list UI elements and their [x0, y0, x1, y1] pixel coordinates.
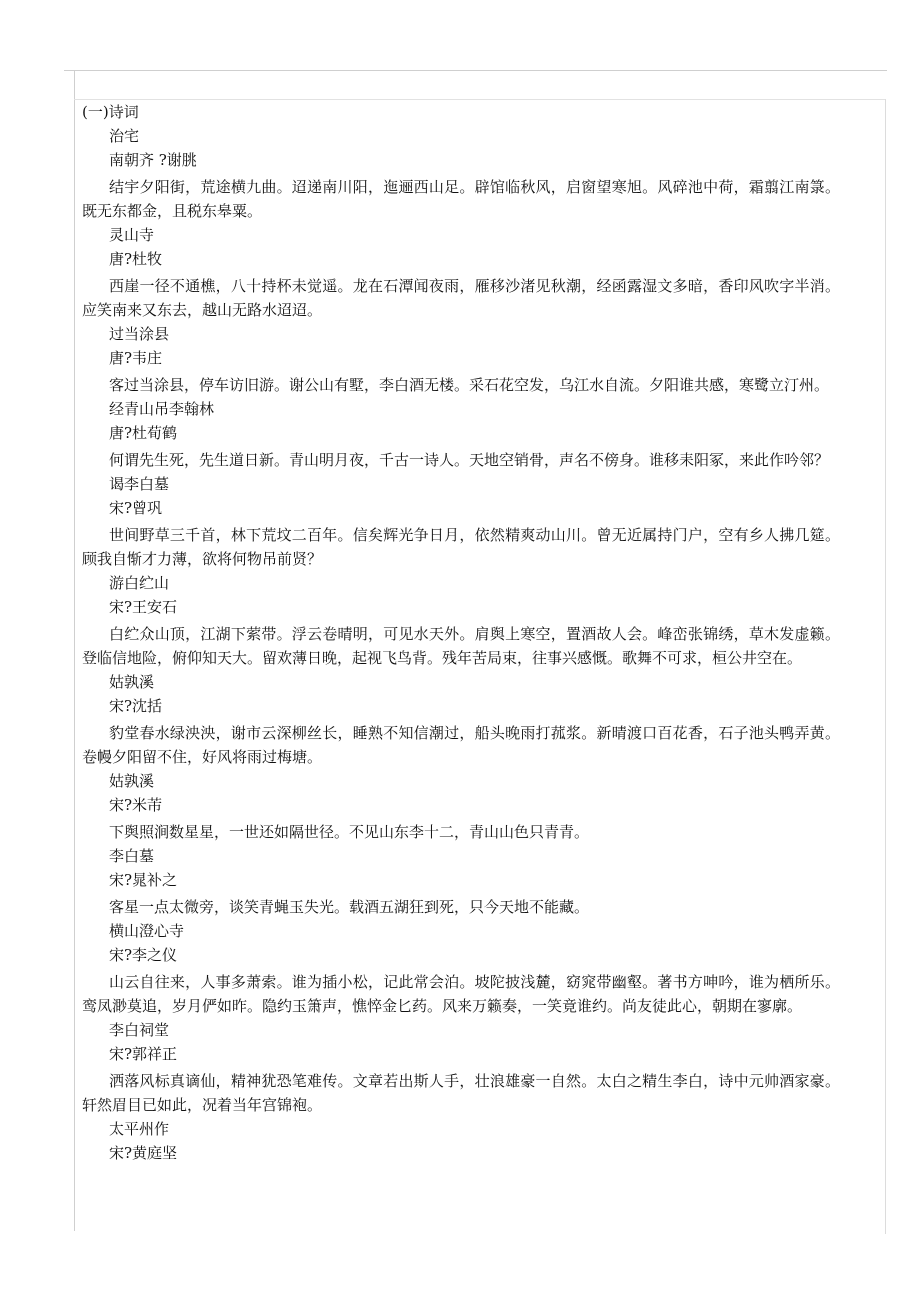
- poem-text: 何谓先生死，先生道日新。青山明月夜，千古一诗人。天地空销骨，声名不傍身。谁移耒阳冢，来此作吟邻？: [109, 451, 830, 469]
- document-body: [82, 100, 842, 1165]
- poem-title: 横山澄心寺: [109, 922, 185, 940]
- poem-title: 姑孰溪: [109, 772, 155, 790]
- poem-entry: [82, 397, 842, 472]
- poem-text: 下舆照涧数星星，一世还如隔世径。不见山东李十二，青山山色只青青。: [109, 823, 590, 841]
- poem-list: [82, 124, 842, 1165]
- poem-text: 洒落风标真谪仙，精神犹恐笔难传。文章若出斯人手，壮浪雄豪一自然。太白之精生李白，诗中元帅酒家豪。轩然眉目已如此，况着当年宫锦袍。: [82, 1072, 840, 1114]
- poem-entry: [82, 124, 842, 223]
- poem-entry: [82, 844, 842, 919]
- poem-author: 宋?李之仪: [109, 946, 178, 964]
- poem-entry: [82, 472, 842, 571]
- poem-title: 谒李白墓: [109, 475, 170, 493]
- poem-author: 宋?曾巩: [109, 499, 163, 517]
- poem-text: 客星一点太微旁，谈笑青蝇玉失光。载酒五湖狂到死，只今天地不能藏。: [109, 898, 590, 916]
- poem-title: 过当涂县: [109, 325, 170, 343]
- poem-text: 西崖一径不通樵，八十持杯未觉遥。龙在石潭闻夜雨，雁移沙渚见秋潮，经函露湿文多暗，香印风吹字半消。应笑南来又东去，越山无路水迢迢。: [82, 277, 840, 319]
- poem-title: 游白纻山: [109, 574, 170, 592]
- poem-entry: [82, 1018, 842, 1117]
- poem-author: 宋?黄庭坚: [109, 1144, 178, 1162]
- poem-title: 姑孰溪: [109, 673, 155, 691]
- poem-author: 宋?沈括: [109, 697, 163, 715]
- poem-text: 客过当涂县，停车访旧游。谢公山有墅，李白酒无楼。采石花空发，乌江水自流。夕阳谁共感，寒鹭立汀州。: [109, 376, 830, 394]
- poem-text: 结宇夕阳街，荒途横九曲。迢递南川阳，迤逦西山足。辟馆临秋风，启窗望寒旭。风碎池中荷，霜翦江南箓。既无东都金，且税东皋粟。: [82, 178, 840, 220]
- poem-author: 宋?王安石: [109, 598, 178, 616]
- poem-author: 宋?米芾: [109, 796, 163, 814]
- poem-entry: [82, 571, 842, 670]
- poem-entry: [82, 1117, 842, 1165]
- poem-entry: [82, 670, 842, 769]
- poem-author: 唐?杜荀鹤: [109, 424, 178, 442]
- page-corner-mark: [64, 70, 74, 71]
- section-heading: (一)诗词: [82, 103, 139, 121]
- poem-title: 经青山吊李翰林: [109, 400, 215, 418]
- poem-entry: [82, 919, 842, 1018]
- poem-entry: [82, 322, 842, 397]
- poem-title: 灵山寺: [109, 226, 155, 244]
- poem-author: 唐?韦庄: [109, 349, 163, 367]
- poem-author: 唐?杜牧: [109, 250, 163, 268]
- poem-author: 宋?郭祥正: [109, 1045, 178, 1063]
- poem-title: 李白墓: [109, 847, 155, 865]
- poem-text: 豹堂春水绿泱泱，谢市云深柳丝长，睡熟不知信潮过，船头晚雨打菰浆。新晴渡口百花香，石子池头鸭弄黄。卷幔夕阳留不住，好风将雨过梅塘。: [82, 724, 840, 766]
- poem-author: 宋?晁补之: [109, 871, 178, 889]
- poem-text: 白纻众山顶，江湖下萦带。浮云卷晴明，可见水天外。肩舆上寒空，置酒故人会。峰峦张锦绣，草木发虚籁。登临信地险，俯仰知天大。留欢薄日晚，起视飞鸟背。残年苦局束，往事兴感慨。歌舞不可求，桓公井空在。: [82, 625, 840, 667]
- poem-text: 世间野草三千首，林下荒坟二百年。信矣辉光争日月，依然精爽动山川。曾无近属持门户，空有乡人拂几筵。顾我自惭才力薄，欲将何物吊前贤？: [82, 526, 840, 568]
- poem-entry: [82, 769, 842, 844]
- poem-title: 治宅: [109, 127, 140, 145]
- poem-text: 山云自往来，人事多萧索。谁为插小松，记此常会泊。坡陀披浅麓，窈窕带幽壑。著书方呻吟，谁为栖所乐。鸾凤渺莫追，岁月俨如昨。隐约玉箫声，憔悴金匕药。风来万籁奏，一笑竟谁约。尚友徒此心，朝期在寥廓。: [82, 973, 840, 1015]
- poem-title: 李白祠堂: [109, 1021, 170, 1039]
- poem-entry: [82, 223, 842, 322]
- poem-author: 南朝齐 ?谢朓: [109, 151, 197, 169]
- right-margin-rule: [885, 99, 886, 1234]
- poem-title: 太平州作: [109, 1120, 170, 1138]
